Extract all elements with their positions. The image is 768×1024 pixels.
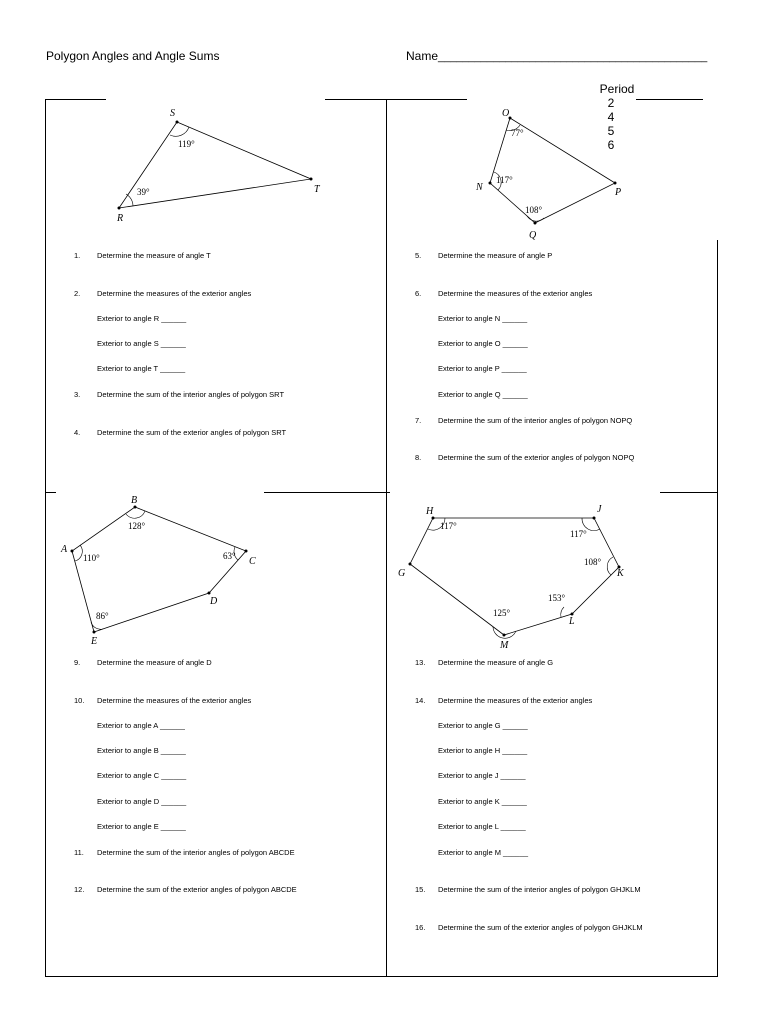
vertex-dot — [503, 634, 506, 637]
question-number: 5. — [415, 251, 422, 260]
angle-label-r: 39° — [137, 187, 150, 197]
name-blank[interactable]: ____________________________________________ — [438, 51, 708, 63]
question-number: 2. — [74, 289, 81, 298]
vertex-label-p: P — [615, 187, 622, 198]
question-text: Determine the sum of the exterior angles of polygon SRT — [97, 428, 287, 437]
exterior-angle-blank[interactable]: Exterior to angle C ______ — [97, 771, 187, 780]
quadrilateral-nopq-figure — [465, 100, 635, 240]
question-text: Determine the sum of the exterior angles of polygon NOPQ — [438, 453, 635, 462]
vertex-label-a: A — [61, 544, 68, 555]
question-number: 16. — [415, 923, 426, 932]
question-text: Determine the measure of angle D — [97, 658, 212, 667]
bottom-border — [45, 976, 718, 977]
question-number: 4. — [74, 428, 81, 437]
triangle-srt-figure — [100, 102, 340, 224]
vertex-dot — [71, 550, 74, 553]
vertex-dot — [208, 592, 211, 595]
period-option[interactable]: 5 — [607, 124, 615, 138]
vertex-label-n: N — [476, 182, 483, 193]
middle-divider-c — [660, 492, 718, 493]
vertex-dot — [176, 121, 179, 124]
angle-label-s: 119° — [178, 139, 195, 149]
vertex-label-g: G — [398, 568, 406, 579]
angle-label-n: 117° — [496, 175, 513, 185]
exterior-angle-blank[interactable]: Exterior to angle E ______ — [97, 822, 186, 831]
vertex-label-b: B — [131, 495, 138, 506]
question-text: Determine the sum of the interior angles of polygon SRT — [97, 390, 285, 399]
top-border-left — [45, 99, 106, 100]
angle-label-c: 63° — [223, 551, 236, 561]
period-option[interactable]: 4 — [607, 110, 615, 124]
angle-label-m: 125° — [493, 608, 511, 618]
question-text: Determine the measures of the exterior angles — [438, 696, 593, 705]
top-border-mid — [325, 99, 467, 100]
question-number: 13. — [415, 658, 426, 667]
vertex-label-c: C — [249, 556, 256, 567]
angle-arc — [75, 545, 82, 561]
question-text: Determine the measure of angle G — [438, 658, 554, 667]
period-label: Period — [599, 82, 635, 96]
vertex-dot — [409, 563, 412, 566]
question-number: 9. — [74, 658, 81, 667]
vertex-dot — [93, 631, 96, 634]
question-text: Determine the measure of angle T — [97, 251, 211, 260]
vertex-dot — [245, 550, 248, 553]
exterior-angle-blank[interactable]: Exterior to angle G ______ — [438, 721, 528, 730]
angle-label-q: 108° — [525, 205, 543, 215]
exterior-angle-blank[interactable]: Exterior to angle R ______ — [97, 314, 187, 323]
exterior-angle-blank[interactable]: Exterior to angle S ______ — [97, 339, 186, 348]
pentagon-abcde-figure — [56, 494, 266, 650]
vertex-label-t: T — [314, 184, 320, 195]
middle-divider-b — [264, 492, 390, 493]
vertex-label-r: R — [117, 213, 124, 224]
exterior-angle-blank[interactable]: Exterior to angle P ______ — [438, 364, 527, 373]
exterior-angle-blank[interactable]: Exterior to angle N ______ — [438, 314, 528, 323]
question-text: Determine the measure of angle P — [438, 251, 553, 260]
question-text: Determine the sum of the interior angles of polygon GHJKLM — [438, 885, 641, 894]
vertex-label-q: Q — [529, 230, 537, 240]
exterior-angle-blank[interactable]: Exterior to angle D ______ — [97, 797, 187, 806]
question-number: 10. — [74, 696, 85, 705]
angle-label-h: 117° — [440, 521, 457, 531]
question-number: 14. — [415, 696, 426, 705]
question-number: 6. — [415, 289, 422, 298]
vertex-dot — [310, 178, 313, 181]
top-border-right — [636, 99, 703, 100]
question-number: 8. — [415, 453, 422, 462]
angle-arc — [607, 557, 613, 575]
exterior-angle-blank[interactable]: Exterior to angle A ______ — [97, 721, 185, 730]
question-number: 3. — [74, 390, 81, 399]
name-label — [406, 49, 707, 63]
vertex-dot — [593, 517, 596, 520]
name-label-text: Name — [406, 49, 439, 63]
center-divider — [386, 99, 387, 977]
vertex-label-e: E — [91, 636, 98, 647]
angle-arc — [126, 511, 145, 518]
question-text: Determine the sum of the exterior angles of polygon ABCDE — [97, 885, 297, 894]
exterior-angle-blank[interactable]: Exterior to angle O ______ — [438, 339, 528, 348]
left-border — [45, 99, 46, 977]
middle-divider-a — [45, 492, 56, 493]
question-text: Determine the sum of the exterior angles of polygon GHJKLM — [438, 923, 643, 932]
question-number: 12. — [74, 885, 85, 894]
question-number: 7. — [415, 416, 422, 425]
vertex-dot — [534, 222, 537, 225]
exterior-angle-blank[interactable]: Exterior to angle M ______ — [438, 848, 529, 857]
hexagon-ghjklm-shape — [410, 518, 619, 635]
exterior-angle-blank[interactable]: Exterior to angle L ______ — [438, 822, 526, 831]
angle-label-o: 77° — [511, 128, 524, 138]
angle-label-e: 86° — [96, 611, 109, 621]
quadrilateral-nopq-shape — [490, 118, 615, 223]
angle-arc — [527, 216, 544, 221]
vertex-dot — [489, 182, 492, 185]
angle-label-l: 153° — [548, 593, 566, 603]
question-text: Determine the measures of the exterior angles — [97, 289, 252, 298]
vertex-label-k: K — [617, 568, 624, 579]
question-text: Determine the sum of the interior angles of polygon ABCDE — [97, 848, 295, 857]
vertex-dot — [118, 207, 121, 210]
period-option[interactable]: 2 — [607, 96, 615, 110]
vertex-label-j: J — [597, 504, 602, 515]
vertex-label-m: M — [500, 640, 509, 651]
vertex-label-h: H — [426, 506, 434, 517]
angle-label-j: 117° — [570, 529, 587, 539]
exterior-angle-blank[interactable]: Exterior to angle B ______ — [97, 746, 186, 755]
question-text: Determine the measures of the exterior angles — [97, 696, 252, 705]
vertex-dot — [614, 182, 617, 185]
angle-label-a: 110° — [83, 553, 100, 563]
angle-label-b: 128° — [128, 521, 146, 531]
exterior-angle-blank[interactable]: Exterior to angle J ______ — [438, 771, 526, 780]
vertex-label-s: S — [170, 108, 175, 119]
exterior-angle-blank[interactable]: Exterior to angle K ______ — [438, 797, 527, 806]
question-number: 11. — [74, 848, 84, 857]
worksheet-title: Polygon Angles and Angle Sums — [46, 49, 220, 63]
vertex-label-l: L — [569, 616, 575, 627]
right-border — [717, 240, 718, 977]
exterior-angle-blank[interactable]: Exterior to angle Q ______ — [438, 390, 528, 399]
vertex-label-d: D — [210, 596, 218, 607]
question-text: Determine the sum of the interior angles of polygon NOPQ — [438, 416, 633, 425]
vertex-label-o: O — [502, 108, 510, 119]
question-number: 1. — [74, 251, 81, 260]
hexagon-ghjklm-figure — [392, 496, 660, 656]
angle-arc — [561, 607, 564, 617]
exterior-angle-blank[interactable]: Exterior to angle T ______ — [97, 364, 186, 373]
angle-label-k: 108° — [584, 557, 602, 567]
exterior-angle-blank[interactable]: Exterior to angle H ______ — [438, 746, 528, 755]
question-text: Determine the measures of the exterior angles — [438, 289, 593, 298]
period-option[interactable]: 6 — [607, 138, 615, 152]
question-number: 15. — [415, 885, 426, 894]
